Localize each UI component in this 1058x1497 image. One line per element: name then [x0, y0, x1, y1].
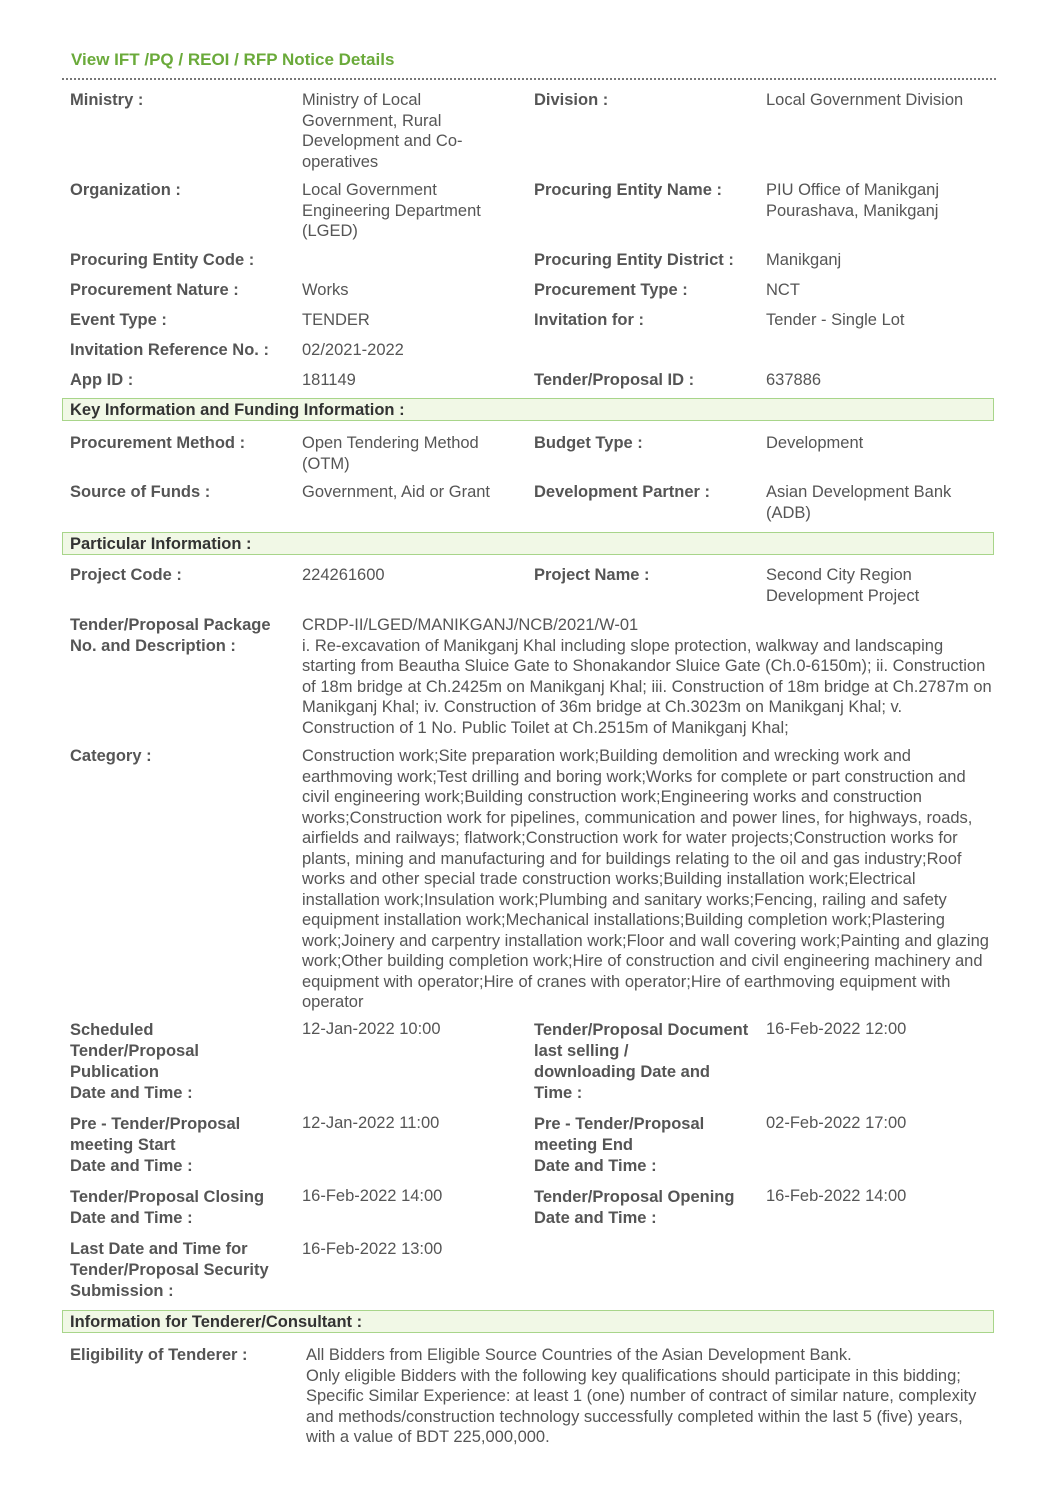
proc-type-value: NCT: [766, 281, 800, 299]
project-code-value: 224261600: [302, 566, 385, 584]
pe-code-label: Procuring Entity Code :: [70, 251, 255, 269]
category-value: Construction work;Site preparation work;Building demolition and wrecking work and earthmoving work;Test drilling and boring work;Works for complete or part construction and civil engineering work;Building construction work;Engineering works and construction works;Construction work for pipelines, communication and power lines, for highways, roads, airfields and railways; flatwork;Construction work for water projects;Construction works for plants, mining and manufacturing and for buildings relating to the oil and gas industry;Roof works and other special trade construction works;Building installation work;Electrical installation work;Insulation work;Plumbing and sanitary works;Fencing, railing and safety equipment installation work;Mechanical installations;Building completion work;Plastering work;Joinery and carpentry installation work;Floor and wall covering work;Painting and glazing work;Other building completion work;Hire of construction and civil engineering machinery and equipment with operator;Hire of cranes with operator;Hire of earthmoving equipment with operator: [302, 747, 989, 1011]
pe-name-value: PIU Office of Manikganj Pourashava, Manikganj: [766, 181, 940, 220]
proc-nature-label: Procurement Nature :: [70, 281, 239, 299]
section-particular-information: Particular Information :: [62, 532, 994, 555]
closing-label: Tender/Proposal Closing Date and Time :: [70, 1188, 265, 1227]
closing-value: 16-Feb-2022 14:00: [302, 1187, 443, 1205]
invitation-ref-label: Invitation Reference No. :: [70, 341, 269, 359]
app-id-value: 181149: [302, 371, 356, 389]
source-funds-value: Government, Aid or Grant: [302, 483, 491, 501]
publication-value: 12-Jan-2022 10:00: [302, 1020, 441, 1038]
publication-label: Scheduled Tender/Proposal Publication Date and Time :: [70, 1021, 199, 1102]
event-type-label: Event Type :: [70, 311, 167, 329]
budget-type-value: Development: [766, 434, 864, 452]
organization-value: Local Government Engineering Department (LGED): [302, 181, 481, 240]
project-code-label: Project Code :: [70, 566, 182, 584]
opening-label: Tender/Proposal Opening Date and Time :: [534, 1188, 735, 1227]
pre-meeting-end-value: 02-Feb-2022 17:00: [766, 1114, 907, 1132]
proc-type-label: Procurement Type :: [534, 281, 688, 299]
section-tenderer-information: Information for Tenderer/Consultant :: [62, 1310, 994, 1333]
pre-meeting-end-label: Pre - Tender/Proposal meeting End Date and Time :: [534, 1115, 705, 1175]
package-label: Tender/Proposal Package No. and Description :: [70, 616, 271, 655]
invitation-for-label: Invitation for :: [534, 311, 644, 329]
proc-method-value: Open Tendering Method (OTM): [302, 434, 479, 473]
opening-value: 16-Feb-2022 14:00: [766, 1187, 907, 1205]
section-key-information: Key Information and Funding Information :: [62, 398, 994, 421]
project-name-value: Second City Region Development Project: [766, 566, 920, 605]
proc-method-label: Procurement Method :: [70, 434, 246, 452]
package-value: [302, 615, 994, 738]
invitation-for-value: Tender - Single Lot: [766, 311, 905, 329]
event-type-value: TENDER: [302, 311, 370, 329]
eligibility-label: Eligibility of Tenderer :: [70, 1346, 248, 1364]
pe-district-value: Manikganj: [766, 251, 842, 269]
page-title: View IFT /PQ / REOI / RFP Notice Details: [71, 50, 395, 69]
doc-last-selling-value: 16-Feb-2022 12:00: [766, 1020, 907, 1038]
package-description: i. Re-excavation of Manikganj Khal including slope protection, walkway and landscaping starting from Beautha Sluice Gate to Shonakandor Sluice Gate (Ch.0-6150m); ii. Construction of 18m bridge at Ch.2425m on Manikganj Khal; iii. Construction of 18m bridge at Ch.2787m on Manikganj Khal; iv. Construction of 36m bridge at Ch.3023m on Manikganj Khal; v. Construction of 1 No. Public Toilet at Ch.2515m of Manikganj Khal;: [302, 636, 992, 737]
package-number: CRDP-II/LGED/MANIKGANJ/NCB/2021/W-01: [302, 616, 639, 634]
pe-district-label: Procuring Entity District :: [534, 251, 734, 269]
tender-id-value: 637886: [766, 371, 822, 389]
security-value: 16-Feb-2022 13:00: [302, 1240, 443, 1258]
division-value: Local Government Division: [766, 91, 964, 109]
doc-last-selling-label: Tender/Proposal Document last selling / downloading Date and Time :: [534, 1021, 749, 1102]
category-label: Category :: [70, 747, 152, 765]
source-funds-label: Source of Funds :: [70, 483, 211, 501]
organization-label: Organization :: [70, 181, 181, 199]
project-name-label: Project Name :: [534, 566, 650, 584]
security-label: Last Date and Time for Tender/Proposal Security Submission :: [70, 1240, 269, 1300]
proc-nature-value: Works: [302, 281, 349, 299]
eligibility-value: All Bidders from Eligible Source Countries of the Asian Development Bank. Only eligible Bidders with the following key qualifications should participate in this bidding; Specific Similar Experience: at least 1 (one) number of contract of similar nature, complexity and methods/construction technology successfully completed within the last 5 (five) years, with a value of BDT 225,000,000.: [306, 1346, 977, 1446]
pre-meeting-start-value: 12-Jan-2022 11:00: [302, 1114, 440, 1132]
division-label: Division :: [534, 91, 609, 109]
invitation-ref-value: 02/2021-2022: [302, 341, 404, 359]
budget-type-label: Budget Type :: [534, 434, 643, 452]
tender-id-label: Tender/Proposal ID :: [534, 371, 695, 389]
pre-meeting-start-label: Pre - Tender/Proposal meeting Start Date and Time :: [70, 1115, 241, 1175]
dotted-divider: [62, 78, 996, 80]
app-id-label: App ID :: [70, 371, 134, 389]
pe-name-label: Procuring Entity Name :: [534, 181, 722, 199]
ministry-label: Ministry :: [70, 91, 144, 109]
dev-partner-label: Development Partner :: [534, 483, 711, 501]
ministry-value: Ministry of Local Government, Rural Development and Co-operatives: [302, 91, 463, 171]
dev-partner-value: Asian Development Bank (ADB): [766, 483, 952, 522]
